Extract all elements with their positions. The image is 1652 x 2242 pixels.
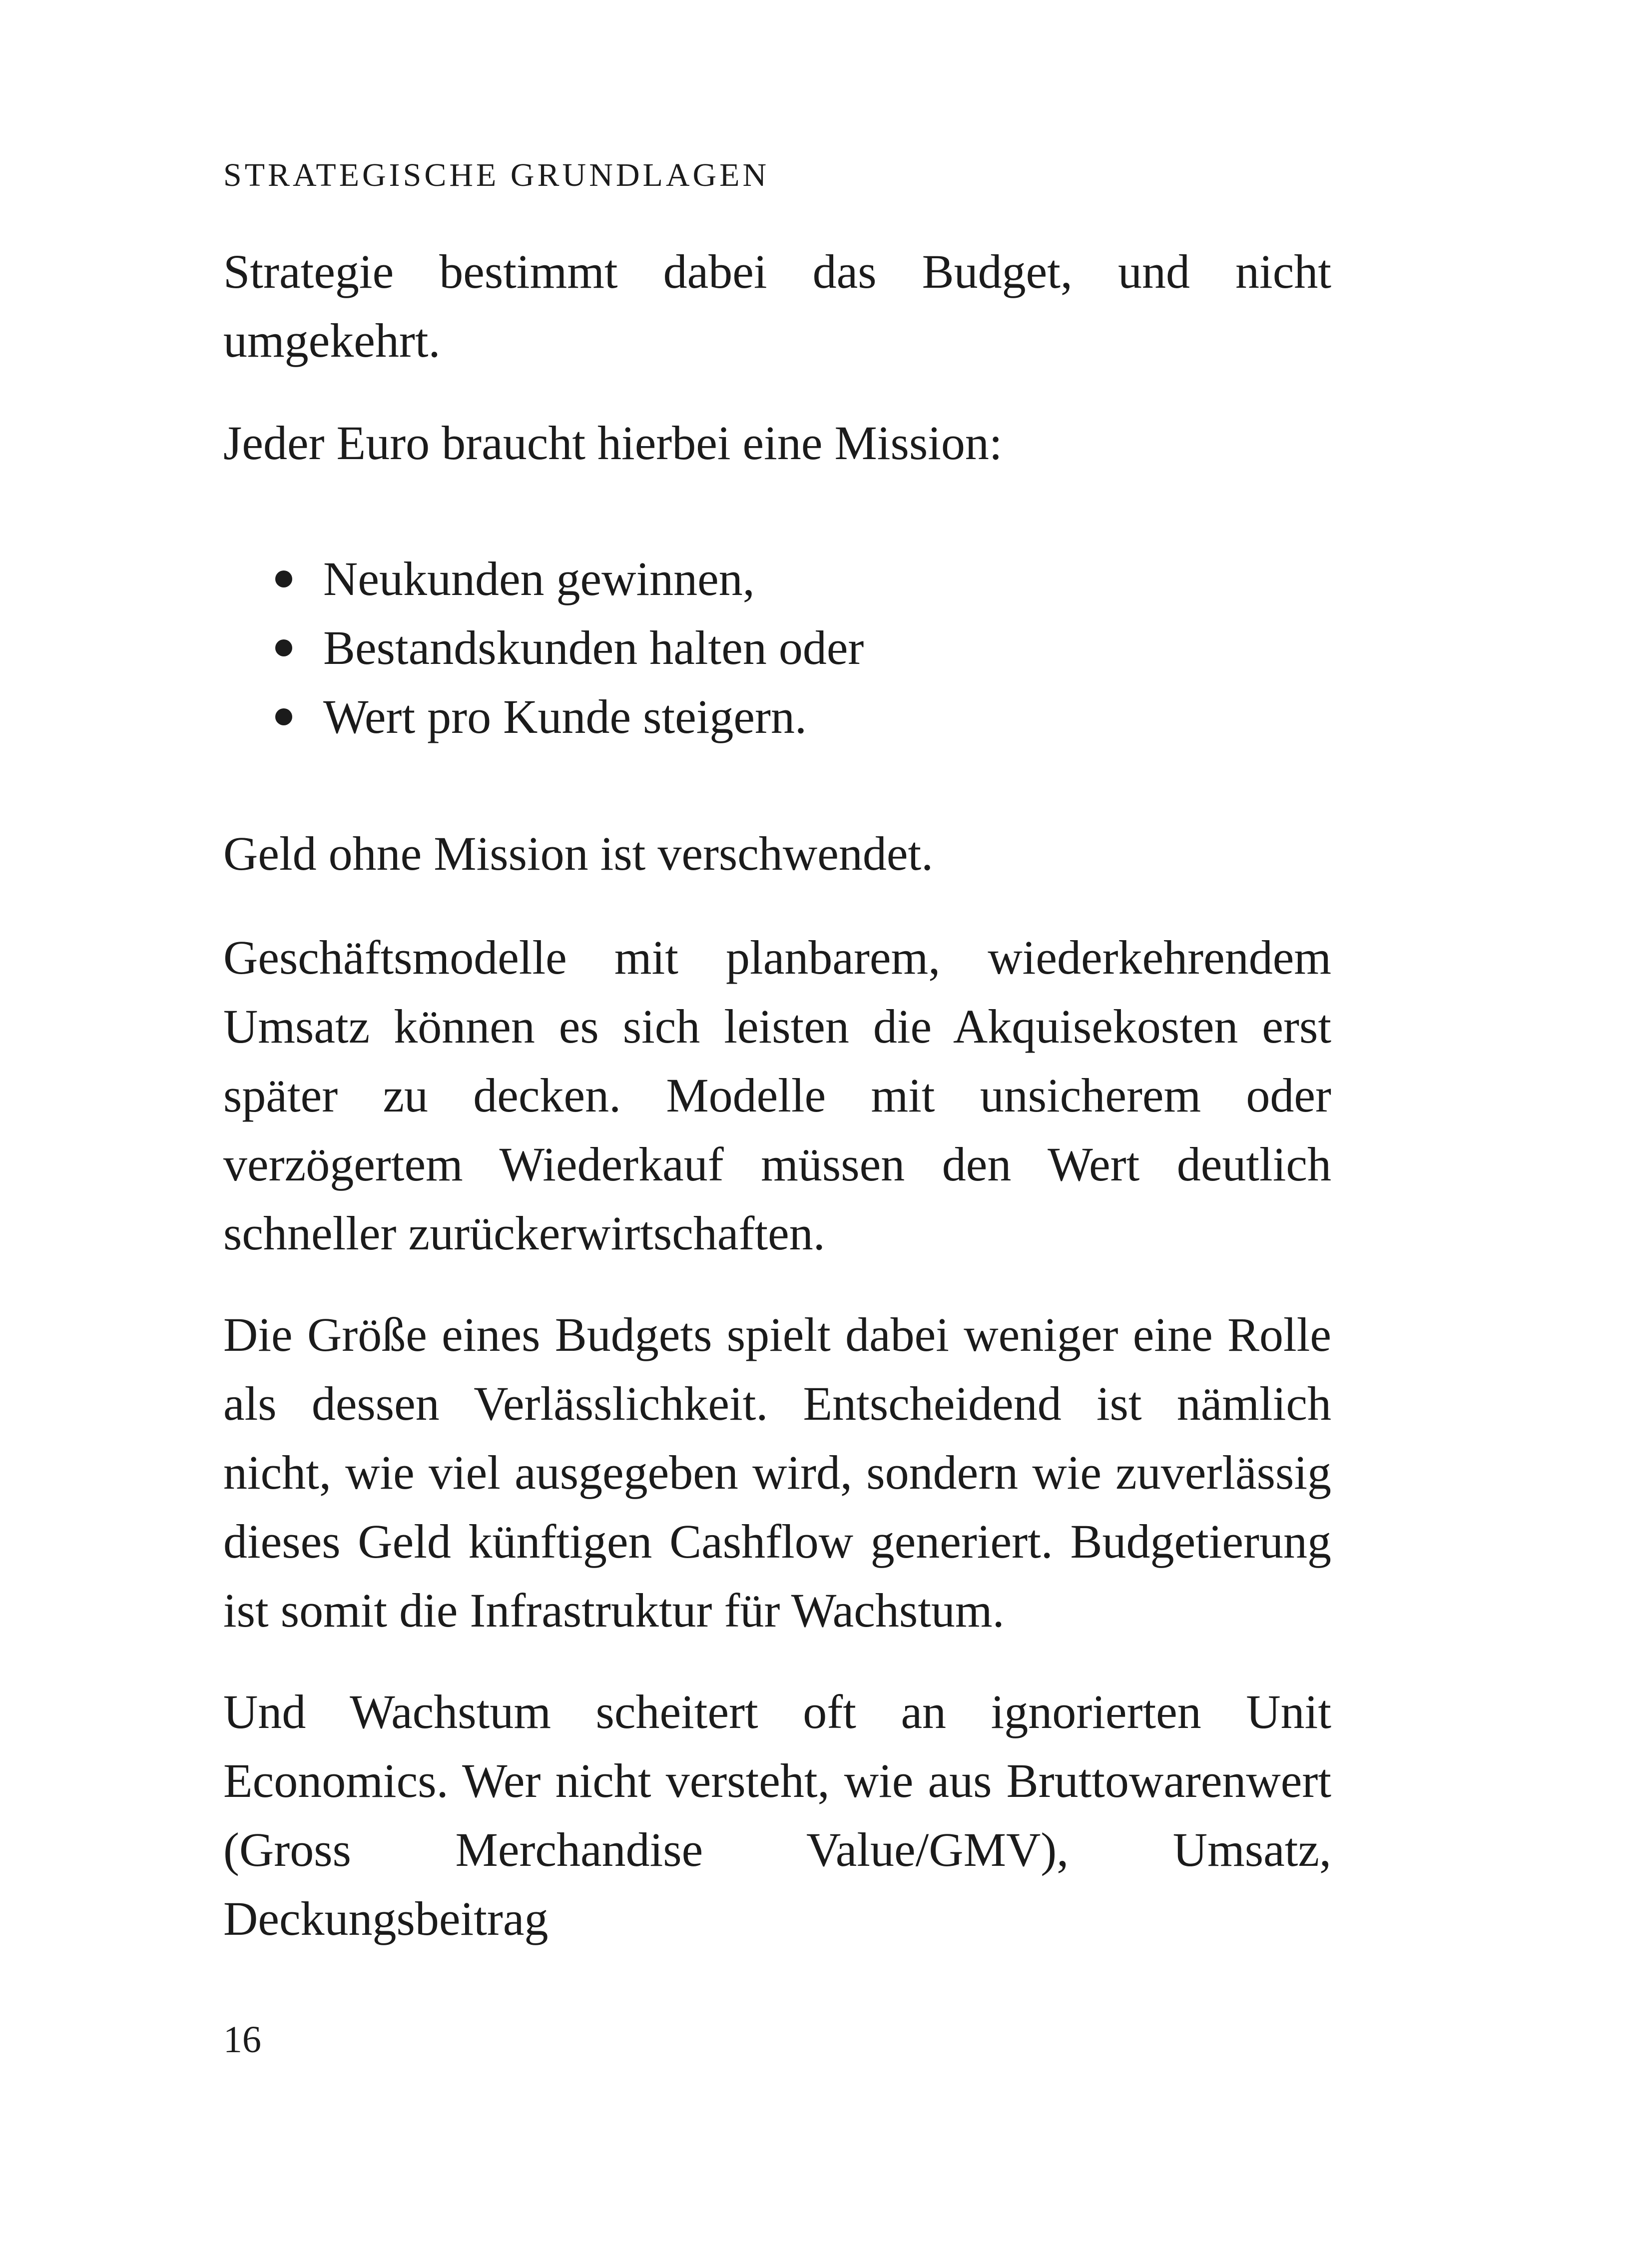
mission-bullet-list xyxy=(223,545,1331,751)
paragraph-money-without-mission: Geld ohne Mission ist verschwendet. xyxy=(223,827,934,880)
paragraph-unit-economics: Und Wachstum scheitert oft an ignorierten Unit Economics. Wer nicht versteht, wie aus Bruttowarenwert (Gross Merchandise Value/GMV), Umsatz, Deckungsbeitrag xyxy=(223,1685,1331,1945)
running-header: STRATEGISCHE GRUNDLAGEN xyxy=(223,157,770,193)
list-item-text: Wert pro Kunde steigern. xyxy=(323,690,807,743)
bullet-icon xyxy=(275,639,292,656)
list-item-text: Neukunden gewinnen, xyxy=(323,552,755,605)
paragraph-mission-intro: Jeder Euro braucht hierbei eine Mission: xyxy=(223,416,1003,470)
list-item xyxy=(223,682,1331,751)
paragraph-strategy: Strategie bestimmt dabei das Budget, und nicht umgekehrt. xyxy=(223,245,1331,367)
paragraph-business-models: Geschäftsmodelle mit planbarem, wiederkehrendem Umsatz können es sich leisten die Akquisekosten erst später zu decken. Modelle mit unsicherem oder verzögertem Wiederkauf müssen den Wert deutlich schneller zurückerwirtschaften. xyxy=(223,931,1331,1260)
list-item xyxy=(223,545,1331,613)
list-item-text: Bestandskunden halten oder xyxy=(323,621,864,674)
bullet-icon xyxy=(275,708,292,725)
paragraph-budget-reliability: Die Größe eines Budgets spielt dabei weniger eine Rolle als dessen Verlässlichkeit. Entscheidend ist nämlich nicht, wie viel ausgegeben wird, sondern wie zuverlässig dieses Geld künftigen Cashflow generiert. Budgetierung ist somit die Infrastruktur für Wachstum. xyxy=(223,1308,1331,1637)
bullet-icon xyxy=(275,570,292,587)
list-item xyxy=(223,613,1331,682)
page-number: 16 xyxy=(223,2019,261,2061)
